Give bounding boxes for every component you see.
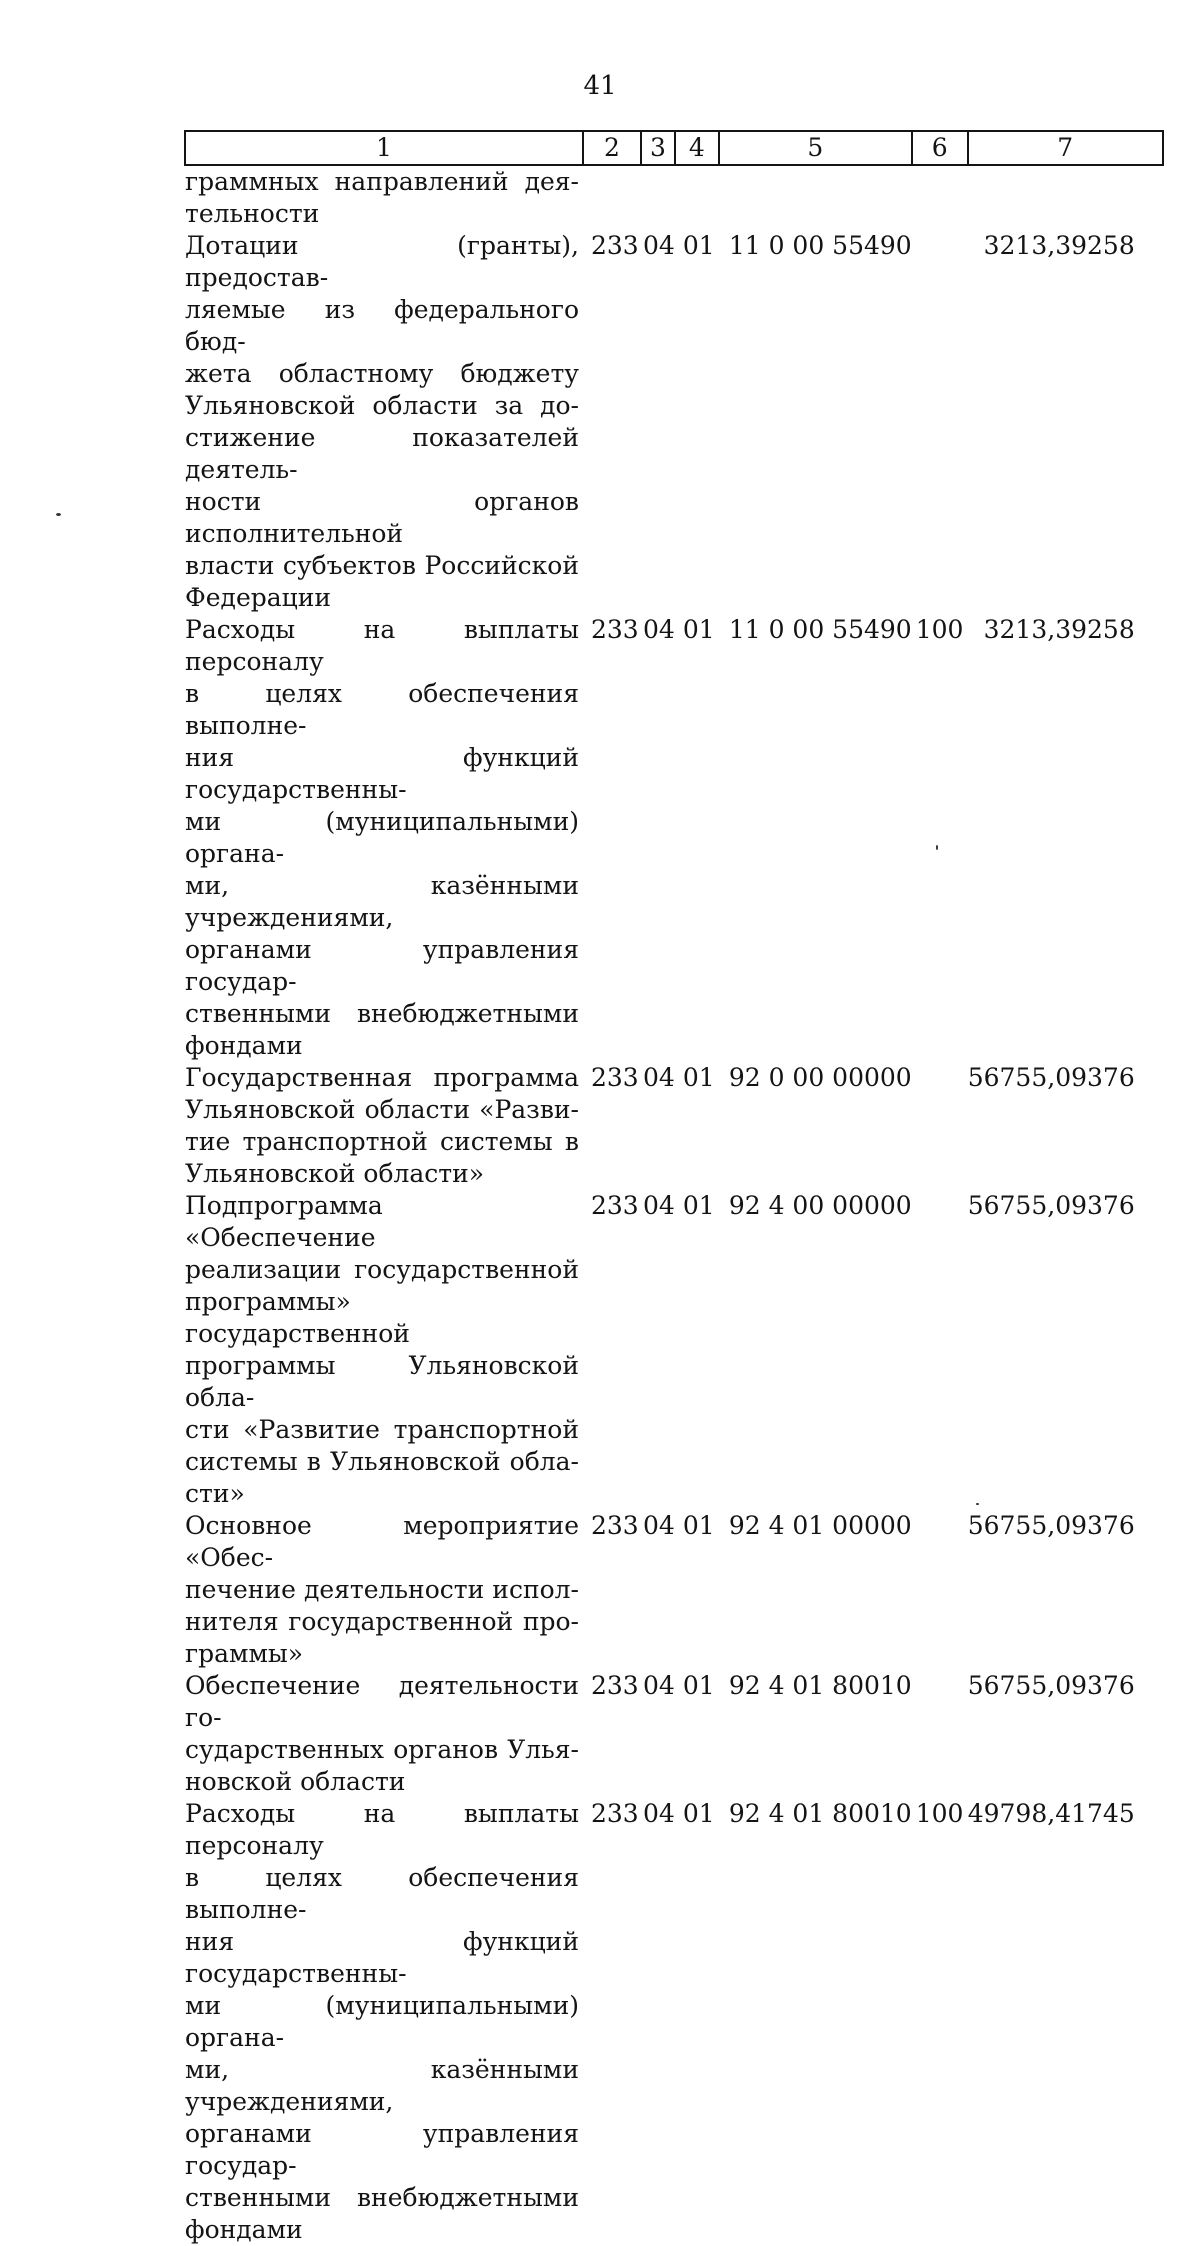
table-row xyxy=(185,1798,1163,2246)
row-code-4-cell: 01 xyxy=(682,1671,715,1700)
row-code-5-cell: 92 4 01 80010 xyxy=(728,1799,912,1828)
row-name-cell: Основное мероприятие «Обес- печение деятельности испол- нителя государственной про- граммы» xyxy=(185,1511,579,1668)
row-name-cell: Государственная программа Ульяновской области «Разви- тие транспортной системы в Ульяновской области» xyxy=(185,1063,579,1188)
header-col-3: 3 xyxy=(641,131,675,165)
row-code-6-cell xyxy=(912,1190,968,1510)
row-name-cell: граммных направлений дея- тельности xyxy=(185,167,579,228)
table-row xyxy=(185,165,1163,230)
row-code-2-cell xyxy=(583,165,641,230)
row-code-3-cell: 04 xyxy=(643,1799,675,1828)
row-code-4-cell: 01 xyxy=(682,1799,715,1828)
row-code-4-cell: 01 xyxy=(682,1191,715,1220)
row-code-3-cell: 04 xyxy=(643,1191,675,1220)
row-code-5-cell: 92 4 01 00000 xyxy=(728,1511,912,1540)
row-code-6-cell xyxy=(912,1062,968,1190)
row-amount-cell: 56755,09376 xyxy=(967,1671,1135,1700)
row-code-4-cell xyxy=(675,165,719,230)
row-code-6-cell: 100 xyxy=(915,615,964,644)
row-code-5-cell: 92 4 00 00000 xyxy=(728,1191,912,1220)
row-code-3-cell: 04 xyxy=(643,1063,675,1092)
row-code-3-cell: 04 xyxy=(643,1511,675,1540)
row-code-5-cell: 92 0 00 00000 xyxy=(728,1063,912,1092)
row-code-6-cell xyxy=(912,1510,968,1670)
row-code-5-cell: 92 4 01 80010 xyxy=(728,1671,912,1700)
table-body xyxy=(185,165,1163,2246)
row-code-2-cell: 233 xyxy=(591,1511,639,1540)
row-code-2-cell: 233 xyxy=(591,1191,639,1220)
row-code-4-cell: 01 xyxy=(682,1063,715,1092)
row-code-2-cell: 233 xyxy=(591,231,639,260)
row-amount-cell: 56755,09376 xyxy=(967,1191,1135,1220)
row-name-cell: Подпрограмма «Обеспечение реализации государственной программы» государственной программы Ульяновской обла- сти «Развитие транспортной системы в Ульяновской обла- сти» xyxy=(185,1191,579,1508)
header-col-7: 7 xyxy=(968,131,1163,165)
row-code-3-cell: 04 xyxy=(643,1671,675,1700)
header-col-6: 6 xyxy=(912,131,968,165)
row-code-4-cell: 01 xyxy=(682,231,715,260)
table-row xyxy=(185,230,1163,614)
scan-speck xyxy=(976,1503,979,1505)
row-code-5-cell xyxy=(719,165,912,230)
row-code-6-cell xyxy=(912,165,968,230)
table-header-row xyxy=(185,131,1163,165)
row-code-6-cell: 100 xyxy=(915,1799,964,1828)
header-col-2: 2 xyxy=(583,131,641,165)
header-col-1: 1 xyxy=(185,131,583,165)
row-name-cell: Дотации (гранты), предостав- ляемые из федерального бюд- жета областному бюджету Ульяновской области за до- стижение показателей деятель- ности органов исполнительной власти субъектов Российской Федерации xyxy=(185,231,579,612)
table-row xyxy=(185,1510,1163,1670)
row-code-2-cell: 233 xyxy=(591,1671,639,1700)
row-code-5-cell: 11 0 00 55490 xyxy=(728,615,912,644)
row-code-6-cell xyxy=(912,1670,968,1798)
scan-speck xyxy=(56,513,61,516)
row-code-2-cell: 233 xyxy=(591,615,639,644)
row-name-cell: Расходы на выплаты персоналу в целях обеспечения выполне- ния функций государственны- ми (муниципальными) органа- ми, казёнными учреждениями, органами управления государ- ственными внебюджетными фондами xyxy=(185,615,579,1060)
header-col-5: 5 xyxy=(719,131,912,165)
table-row xyxy=(185,1062,1163,1190)
table-row xyxy=(185,1190,1163,1510)
row-code-2-cell: 233 xyxy=(591,1063,639,1092)
table-row xyxy=(185,1670,1163,1798)
row-amount-cell: 49798,41745 xyxy=(967,1799,1135,1828)
scan-speck xyxy=(936,845,938,850)
header-col-4: 4 xyxy=(675,131,719,165)
row-amount-cell: 3213,39258 xyxy=(983,615,1135,644)
row-amount-cell: 56755,09376 xyxy=(967,1063,1135,1092)
row-amount-cell xyxy=(968,165,1163,230)
row-code-3-cell xyxy=(641,165,675,230)
budget-table xyxy=(184,130,1164,2246)
row-code-4-cell: 01 xyxy=(682,1511,715,1540)
row-code-3-cell: 04 xyxy=(643,615,675,644)
row-code-2-cell: 233 xyxy=(591,1799,639,1828)
row-code-4-cell: 01 xyxy=(682,615,715,644)
row-code-6-cell xyxy=(912,230,968,614)
table-row xyxy=(185,614,1163,1062)
row-amount-cell: 3213,39258 xyxy=(983,231,1135,260)
row-name-cell: Расходы на выплаты персоналу в целях обеспечения выполне- ния функций государственны- ми (муниципальными) органа- ми, казёнными учреждениями, органами управления государ- ственными внебюджетными фондами xyxy=(185,1799,579,2244)
row-code-5-cell: 11 0 00 55490 xyxy=(728,231,912,260)
row-amount-cell: 56755,09376 xyxy=(967,1511,1135,1540)
row-code-3-cell: 04 xyxy=(643,231,675,260)
row-name-cell: Обеспечение деятельности го- сударственных органов Улья- новской области xyxy=(185,1671,579,1796)
page-number: 41 xyxy=(583,71,617,101)
